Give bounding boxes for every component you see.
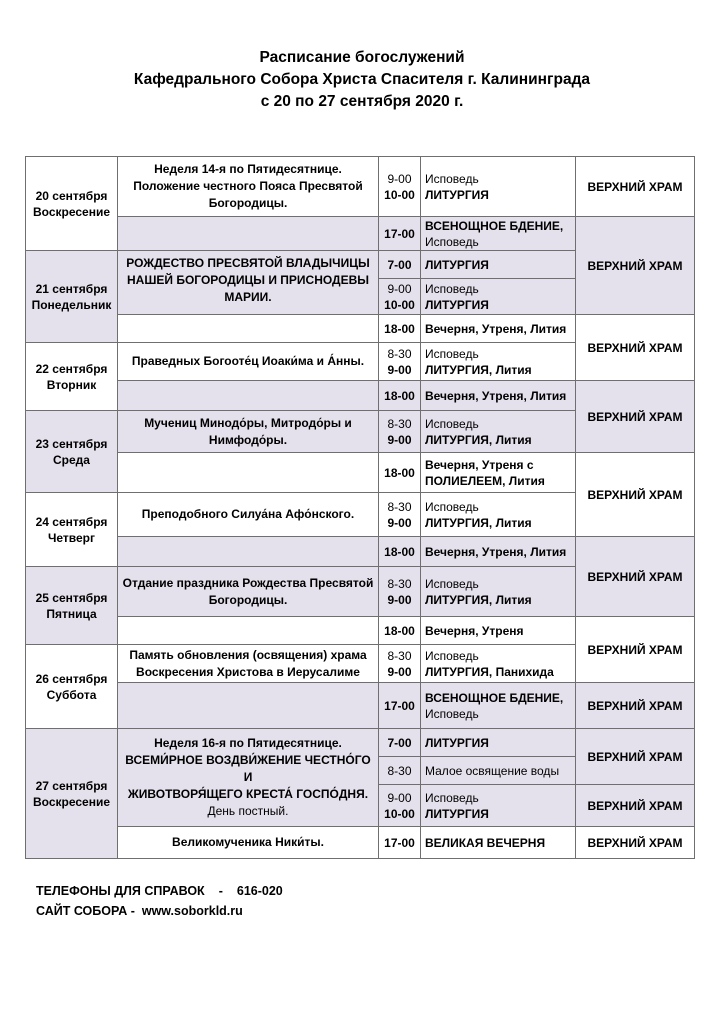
table-row [26, 827, 695, 859]
day-cell: 26 сентября Суббота [26, 645, 118, 729]
feast-cell: РОЖДЕСТВО ПРЕСВЯТОЙ ВЛАДЫЧИЦЫ НАШЕЙ БОГОРОДИЦЫ И ПРИСНОДЕВЫ МАРИИ. [118, 251, 379, 315]
location-cell: ВЕРХНИЙ ХРАМ [576, 617, 695, 683]
service-cell: ЛИТУРГИЯ [421, 729, 576, 757]
feast-cell: Великомученика Ники́ты. [118, 827, 379, 859]
service-cell: Исповедь ЛИТУРГИЯ, Лития [421, 567, 576, 617]
feast-cell: Преподобного Силуа́на Афо́нского. [118, 493, 379, 537]
service-cell: Исповедь ЛИТУРГИЯ, Панихида [421, 645, 576, 683]
time-cell: 18-00 [379, 617, 421, 645]
phone-number: 616-020 [236, 884, 283, 898]
title-line-2: Кафедрального Собора Христа Спасителя г. Калининграда [133, 71, 591, 88]
day-cell: 24 сентября Четверг [26, 493, 118, 567]
table-row [26, 315, 695, 343]
page-title [0, 47, 724, 113]
day-cell: 27 сентября Воскресение [26, 729, 118, 859]
time-cell: 8-30 9-00 [379, 567, 421, 617]
location-cell: ВЕРХНИЙ ХРАМ [576, 683, 695, 729]
location-cell: ВЕРХНИЙ ХРАМ [576, 315, 695, 381]
time-cell: 18-00 [379, 315, 421, 343]
feast-cell: Неделя 16-я по Пятидесятнице. ВСЕМИ́РНОЕ ВОЗДВИ́ЖЕНИЕ ЧЕСТНО́ГО И ЖИВОТВОРЯ́ЩЕГО КРЕСТА́ ГОСПО́ДНЯ. День постный. [118, 729, 379, 827]
feast-cell: Отдание праздника Рождества Пресвятой Богородицы. [118, 567, 379, 617]
feast-cell: Неделя 14-я по Пятидесятнице. Положение честного Пояса Пресвятой Богородицы. [118, 157, 379, 217]
time-cell: 18-00 [379, 537, 421, 567]
time-cell: 9-00 10-00 [379, 157, 421, 217]
footer [36, 881, 283, 921]
title-line-3: с 20 по 27 сентября 2020 г. [260, 93, 464, 110]
service-cell: Исповедь ЛИТУРГИЯ, Лития [421, 343, 576, 381]
time-cell: 8-30 [379, 757, 421, 785]
site-link[interactable]: www.soborkld.ru [141, 904, 243, 918]
schedule-table [25, 156, 695, 859]
phone-label: ТЕЛЕФОНЫ ДЛЯ СПРАВОК [36, 884, 205, 898]
service-cell: Исповедь ЛИТУРГИЯ, Лития [421, 493, 576, 537]
day-cell: 25 сентября Пятница [26, 567, 118, 645]
time-cell: 17-00 [379, 217, 421, 251]
feast-cell: Память обновления (освящения) храма Воскресения Христова в Иерусалиме [118, 645, 379, 683]
site-label: САЙТ СОБОРА - [36, 904, 135, 918]
service-cell: ВЕЛИКАЯ ВЕЧЕРНЯ [421, 827, 576, 859]
table-row [26, 617, 695, 645]
service-cell: Исповедь ЛИТУРГИЯ [421, 785, 576, 827]
location-cell: ВЕРХНИЙ ХРАМ [576, 729, 695, 785]
time-cell: 18-00 [379, 453, 421, 493]
location-cell: ВЕРХНИЙ ХРАМ [576, 785, 695, 827]
day-cell: 20 сентября Воскресение [26, 157, 118, 251]
service-cell: Вечерня, Утреня, Лития [421, 381, 576, 411]
service-cell: Исповедь ЛИТУРГИЯ [421, 279, 576, 315]
time-cell: 17-00 [379, 827, 421, 859]
day-cell: 23 сентября Среда [26, 411, 118, 493]
phone-line: ТЕЛЕФОНЫ ДЛЯ СПРАВОК - 616-020 [36, 884, 283, 898]
service-cell: ЛИТУРГИЯ [421, 251, 576, 279]
time-cell: 18-00 [379, 381, 421, 411]
service-cell: Исповедь ЛИТУРГИЯ [421, 157, 576, 217]
time-cell: 8-30 9-00 [379, 343, 421, 381]
table-row [26, 217, 695, 251]
table-row [26, 729, 695, 757]
service-cell: Исповедь ЛИТУРГИЯ, Лития [421, 411, 576, 453]
time-cell: 8-30 9-00 [379, 493, 421, 537]
service-cell: Малое освящение воды [421, 757, 576, 785]
table-row [26, 537, 695, 567]
time-cell: 8-30 9-00 [379, 411, 421, 453]
day-cell: 21 сентября Понедельник [26, 251, 118, 343]
time-cell: 7-00 [379, 729, 421, 757]
location-cell: ВЕРХНИЙ ХРАМ [576, 453, 695, 537]
service-cell: ВСЕНОЩНОЕ БДЕНИЕ, Исповедь [421, 217, 576, 251]
service-cell: Вечерня, Утреня [421, 617, 576, 645]
table-row [26, 381, 695, 411]
site-line [36, 901, 283, 921]
service-cell: Вечерня, Утреня, Лития [421, 537, 576, 567]
table-row [26, 157, 695, 217]
table-row [26, 453, 695, 493]
location-cell: ВЕРХНИЙ ХРАМ [576, 537, 695, 617]
time-cell: 17-00 [379, 683, 421, 729]
title-line-1: Расписание богослужений [259, 49, 465, 66]
location-cell: ВЕРХНИЙ ХРАМ [576, 827, 695, 859]
time-cell: 9-00 10-00 [379, 279, 421, 315]
feast-cell: Праведных Богооте́ц Иоаки́ма и А́нны. [118, 343, 379, 381]
service-cell: ВСЕНОЩНОЕ БДЕНИЕ, Исповедь [421, 683, 576, 729]
service-cell: Вечерня, Утреня, Лития [421, 315, 576, 343]
service-cell: Вечерня, Утреня с ПОЛИЕЛЕЕМ, Лития [421, 453, 576, 493]
time-cell: 9-00 10-00 [379, 785, 421, 827]
time-cell: 8-30 9-00 [379, 645, 421, 683]
time-cell: 7-00 [379, 251, 421, 279]
table-row [26, 683, 695, 729]
feast-cell: Мучениц Минодо́ры, Митродо́ры и Нимфодо́ры. [118, 411, 379, 453]
day-cell: 22 сентября Вторник [26, 343, 118, 411]
location-cell: ВЕРХНИЙ ХРАМ [576, 217, 695, 315]
location-cell: ВЕРХНИЙ ХРАМ [576, 157, 695, 217]
location-cell: ВЕРХНИЙ ХРАМ [576, 381, 695, 453]
